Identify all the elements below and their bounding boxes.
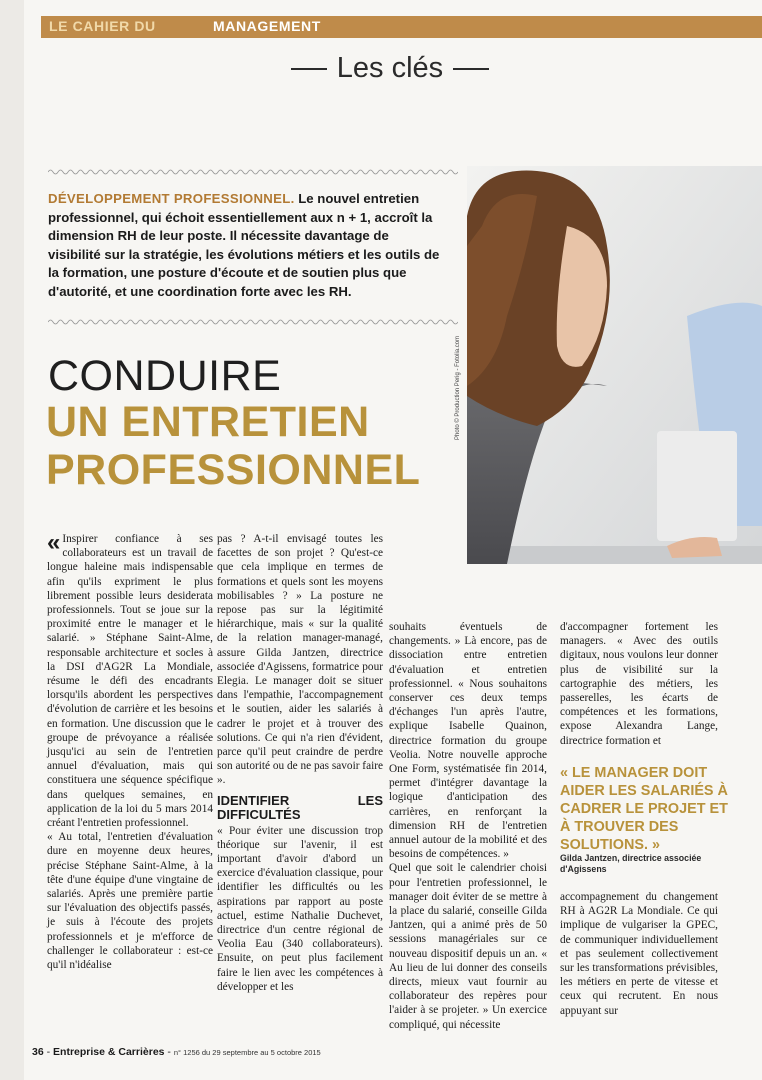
lead-label: DÉVELOPPEMENT PROFESSIONNEL. (48, 191, 295, 206)
title-dash-left (291, 68, 327, 70)
column-1 (47, 529, 213, 972)
pull-quote: « LE MANAGER DOIT AIDER LES SALARIÉS À CADRER LE PROJET ET À TROUVER DES SOLUTIONS. » (560, 765, 728, 853)
column-3-paragraph-2: Quel que soit le calendrier choisi pour l'entretien professionnel, le manager doit éviter de se mettre à la place du salarié, conseille Gilda Jantzen, qui a animé près de 50 sessions managériales sur ce nouveau dispositif depuis un an. « Au lieu de lui donner des conseils directs, mieux vaut fournir au collaborateur des repères pour l'aider à se projeter. » Un exercice compliqué, qui nécessite (389, 862, 547, 1031)
headline-line-1: CONDUIRE (48, 352, 282, 400)
column-3-paragraph-1: souhaits éventuels de changements. » Là encore, pas de dissociation entre entretien d'évaluation et entretien professionnel. « Nous souhaitons conserver ces deux temps d'échanges l'un après l'autre, explique Isabelle Quainon, directrice formation du groupe Veolia. Notre nouvelle approche One Form, systématisée fin 2014, permet d'intégrer davantage la logique d'anticipation des carrières, en renforçant la dimension RH de l'entretien annuel autour de la mobilité et des besoins de compétences. » (389, 621, 547, 861)
photo-credit: Photo © Production Perig - Fotolia.com (455, 335, 461, 440)
title-dash-right (453, 68, 489, 70)
lead-paragraph (48, 190, 444, 302)
issue-info: n° 1256 du 29 septembre au 5 octobre 2015 (173, 1048, 321, 1057)
column-1-paragraph-1 (47, 529, 213, 830)
column-4-paragraph-2: accompagnement du changement RH à AG2R La Mondiale. Ce qui implique de vulgariser la GPEC, de communiquer individuellement et pas seulement collectivement sur les transformations prévisibles, les métiers en perte de vitesse et ceux qui recrutent. En nous appuyant sur (560, 891, 718, 1017)
section-title (260, 52, 520, 85)
lead-text: Le nouvel entretien professionnel, qui échoit essentiellement aux n + 1, accroît la dimension RH de leur poste. Il nécessite davantage de visibilité sur la stratégie, les évolutions métiers et les outils de la formation, une posture d'écoute et de soutien plus que d'autorité, et une coordination forte avec les RH. (48, 191, 440, 299)
column-2 (217, 532, 383, 994)
wavy-divider-top (48, 168, 458, 176)
section-title-text: Les clés (336, 52, 444, 84)
section-banner (41, 16, 762, 38)
headline-accent (46, 398, 420, 494)
column-4-bottom (560, 890, 718, 1018)
column-4-paragraph-1: d'accompagner fortement les managers. « Avec des outils digitaux, nous voulons leur donner plus de visibilité sur la cartographie des métiers, les passerelles, les écarts de compétences et les formations, expose Alexandra Lange, directrice formation et (560, 621, 718, 747)
headline-line-3: PROFESSIONNEL (46, 446, 421, 494)
column-2-paragraph-1: pas ? A-t-il envisagé toutes les facettes de son projet ? Qu'est-ce que cela implique en termes de formations et quels sont les moyens mobilisables ? » La posture ne repose pas sur la légitimité hiérarchique, mais « sur la qualité de la relation manager-managé, assure Gilda Jantzen, directrice associée d'Agissens, formatrice pour Elegia. Le manager doit se situer dans l'empathie, l'accompagnement et le soutien, aider les salariés à cadrer le projet et à trouver des solutions. Ce qui n'a rien d'évident, parce qu'il peut craindre de perdre son autorité ou de ne pas savoir faire ». (217, 533, 383, 787)
column-1-text-1: Inspirer confiance à ses collaborateurs est un travail de longue haleine mais indispensable afin qu'ils expriment le plus librement possible leurs desiderata professionnels. Tout se joue sur la proximité entre le manager et le salarié. » Stéphane Saint-Alme, responsable architecture et socles à la DSI d'AG2R La Mondiale, résume le défi des encadrants lorsqu'ils abordent les perspectives d'évolution de carrière et les besoins en formation. Une discussion que le groupe de prévoyance a réalisée jusqu'ici au sein de l'entretien annuel d'évaluation, mais qui constituera une séquence spécifique dans quelques semaines, en application de la loi du 5 mars 2014 créant l'entretien professionnel. (47, 533, 213, 830)
banner-left-text: LE CAHIER DU (49, 18, 156, 34)
column-1-paragraph-2: « Au total, l'entretien d'évaluation dure en moyenne deux heures, précise Stéphane Saint-Alme, à la tête d'une équipe d'une vingtaine de salariés. Après une première partie sur l'évaluation des objectifs passés, je suis à l'écoute des projets professionnels et je m'efforce de challenger le collaborateur : est-ce qu'il n'idéalise (47, 831, 213, 972)
column-2-paragraph-2: « Pour éviter une discussion trop théorique sur l'avenir, il est important d'avoir d'abord un exercice d'évaluation classique, pour identifier les difficultés ou les aspirations par rapport au poste actuel, estime Nathalie Duchevet, directrice d'un centre régional de Veolia Eau (340 collaborateurs). Ensuite, on peut plus facilement faire le lien avec les compétences à développer et les (217, 824, 383, 993)
opening-quote-mark: « (47, 529, 61, 556)
page-footer: 36 - Entreprise & Carrières - n° 1256 du 29 septembre au 5 octobre 2015 (32, 1046, 321, 1058)
banner-right-text: MANAGEMENT (213, 18, 321, 34)
woman-at-desk-illustration (467, 166, 762, 564)
subheading: IDENTIFIER LES DIFFICULTÉS (217, 792, 383, 822)
column-3 (389, 620, 547, 1032)
column-4-top (560, 620, 718, 748)
headline-line-2: UN ENTRETIEN (46, 398, 370, 446)
page-number: 36 (32, 1046, 44, 1058)
publication-name: Entreprise & Carrières (53, 1046, 165, 1058)
article-photo (467, 166, 762, 564)
wavy-divider-bottom (48, 318, 458, 326)
pull-quote-caption: Gilda Jantzen, directrice associée d'Agissens (560, 853, 702, 874)
